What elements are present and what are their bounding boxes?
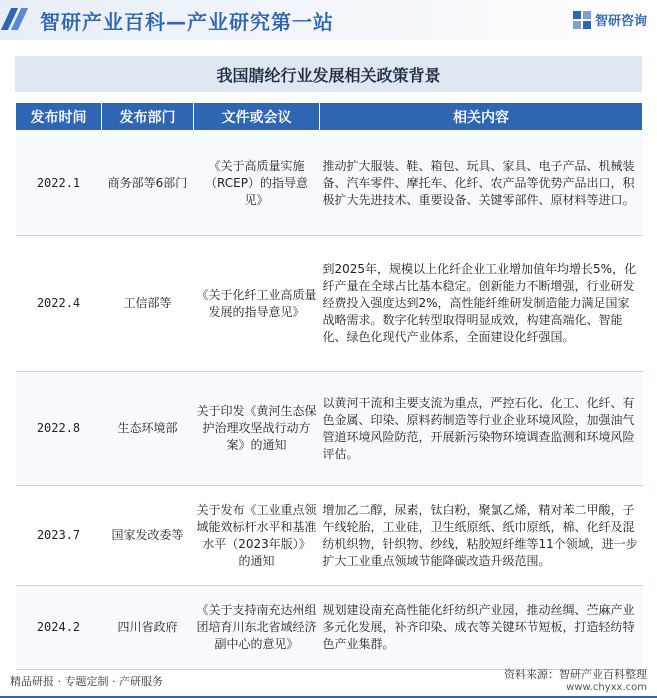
brand-logo xyxy=(573,10,647,29)
top-banner xyxy=(0,0,657,40)
source-note: 资料来源：智研产业百科整理 xyxy=(504,668,647,681)
cell-date: 2023.7 xyxy=(16,486,102,586)
cell-content: 推动扩大服装、鞋、箱包、玩具、家具、电子产品、机械装备、汽车零件、摩托车、化纤、农产品等优势产品出口，积极扩大先进技术、重要设备、关键零部件、原材料等进口。 xyxy=(320,131,643,236)
cell-dept: 商务部等6部门 xyxy=(102,131,194,236)
table-row xyxy=(16,372,643,486)
column-header-date: 发布时间 xyxy=(16,103,102,131)
cell-content: 规划建设南充高性能化纤纺织产业园，推动丝绸、苎麻产业多元化发展，补齐印染、成衣等关键环节短板，打造轻纺特色产业集群。 xyxy=(320,586,643,670)
logo-text: 智研咨询 xyxy=(594,14,647,29)
footer xyxy=(0,662,657,698)
site-title: 智研产业百科—产业研究第一站 xyxy=(40,10,334,34)
cell-date: 2022.4 xyxy=(16,236,102,372)
cell-dept: 工信部等 xyxy=(102,236,194,372)
column-header-content: 相关内容 xyxy=(320,103,643,131)
cell-document: 关于发布《工业重点领域能效标杆水平和基准水平（2023年版）》的通知 xyxy=(194,486,320,586)
table-row xyxy=(16,486,643,586)
cell-dept: 国家发改委等 xyxy=(102,486,194,586)
column-header-dept: 发布部门 xyxy=(102,103,194,131)
cell-document: 《关于支持南充达州组团培育川东北省域经济副中心的意见》 xyxy=(194,586,320,670)
column-header-doc: 文件或会议 xyxy=(194,103,320,131)
footer-tagline: 精品研报 · 专题定制 · 产研服务 xyxy=(10,675,163,688)
table-row xyxy=(16,586,643,670)
cell-content: 以黄河干流和主要支流为重点，严控石化、化工、化纤、有色金属、印染、原料药制造等行业企业环境风险，加强油气管道环境风险防范，开展新污染物环境调查监测和环境风险评估。 xyxy=(320,372,643,486)
page-title: 我国腈纶行业发展相关政策背景 xyxy=(216,65,441,85)
cell-dept: 四川省政府 xyxy=(102,586,194,670)
cell-date: 2024.2 xyxy=(16,586,102,670)
footer-url[interactable]: www.chyxx.com xyxy=(566,682,647,693)
policy-table xyxy=(15,102,643,670)
banner-slash-icon xyxy=(6,8,23,30)
cell-document: 关于印发《黄河生态保护治理攻坚战行动方案》的通知 xyxy=(194,372,320,486)
table-header-row xyxy=(16,103,643,131)
cell-content: 到2025年，规模以上化纤企业工业增加值年均增长5%，化纤产量在全球占比基本稳定。创新能力不断增强，行业研发经费投入强度达到2%，高性能纤维研发制造能力满足国家战略需求。数字化转型取得明显成效，构建高端化、智能化、绿色化现代产业体系，全面建设化纤强国。 xyxy=(320,236,643,372)
cell-date: 2022.1 xyxy=(16,131,102,236)
cell-date: 2022.8 xyxy=(16,372,102,486)
title-band xyxy=(15,56,642,92)
table-row xyxy=(16,236,643,372)
cell-document: 《关于化纤工业高质量发展的指导意见》 xyxy=(194,236,320,372)
cell-document: 《关于高质量实施（RCEP）的指导意见》 xyxy=(194,131,320,236)
cell-content: 增加乙二醇，尿素，钛白粉，聚氯乙烯，精对苯二甲酸，子午线轮胎，工业硅，卫生纸原纸、纸巾原纸，棉、化纤及混纺机织物，针织物、纱线，粘胶短纤维等11个领域，进一步扩大工业重点领域节能降碳改造升级范围。 xyxy=(320,486,643,586)
logo-icon xyxy=(573,11,591,29)
cell-dept: 生态环境部 xyxy=(102,372,194,486)
table-row xyxy=(16,131,643,236)
